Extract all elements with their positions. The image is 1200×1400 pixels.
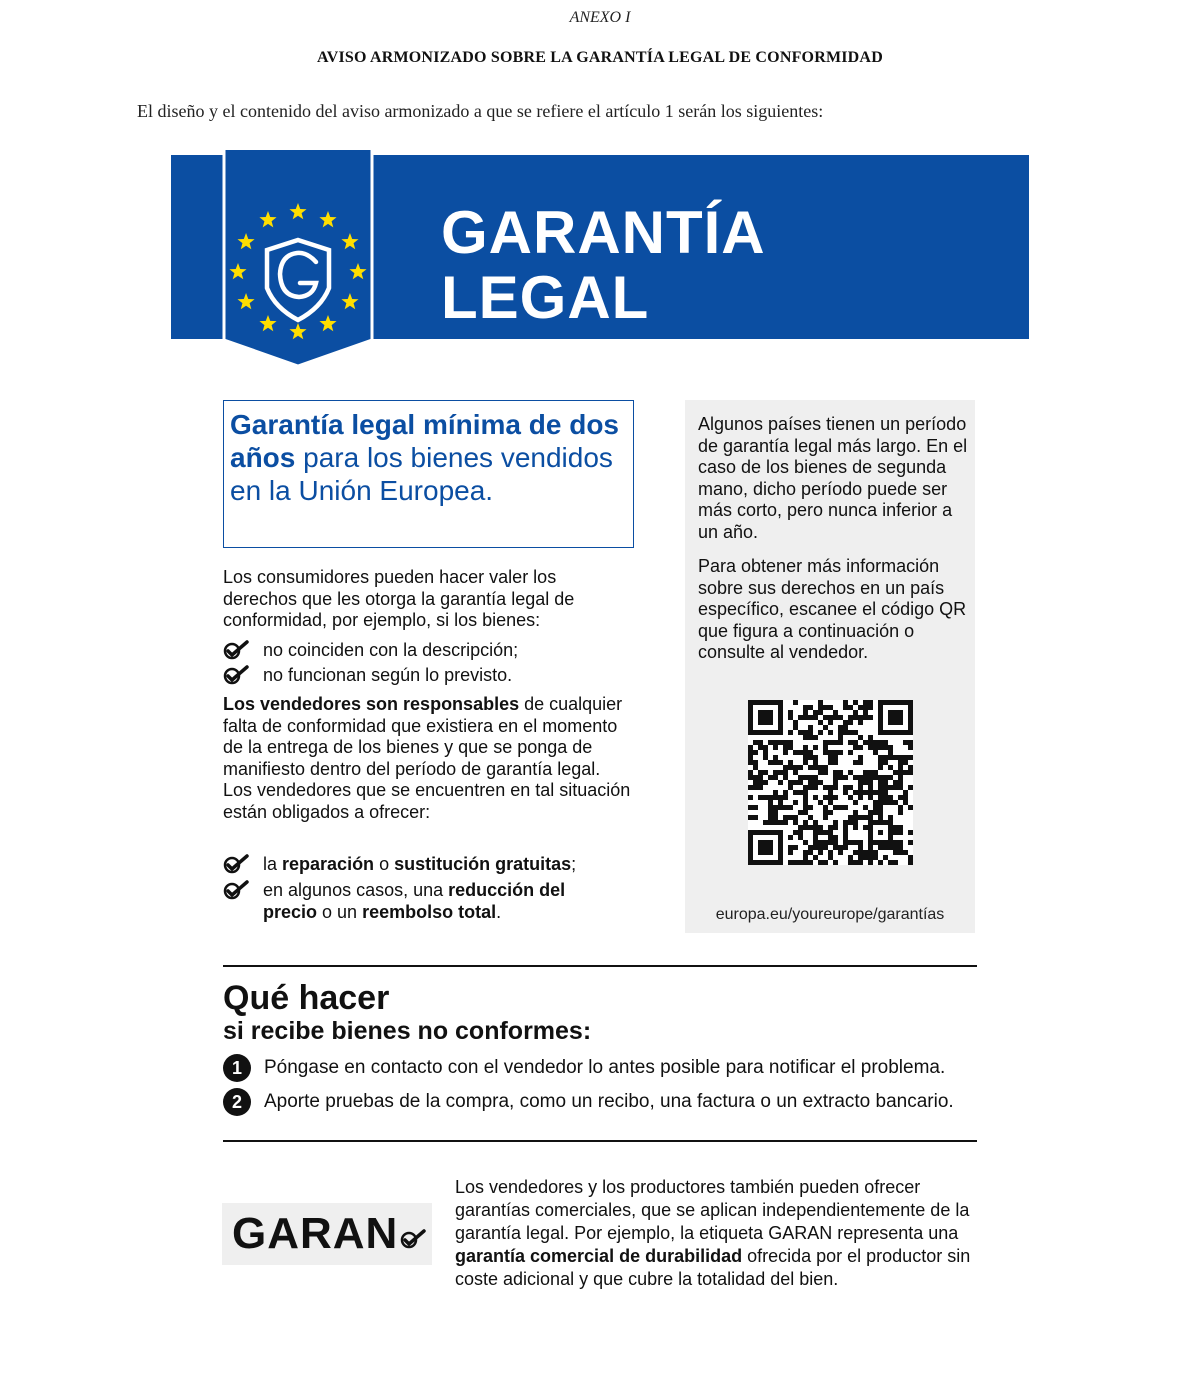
rights-item [223, 639, 518, 665]
sellers-offer-text: la reparación o sustitución gratuitas; [263, 854, 577, 874]
rights-intro: Los consumidores pueden hacer valer los derechos que les otorga la garantía legal de conformidad, por ejemplo, si los bienes: [223, 567, 575, 631]
step-text: Póngase en contacto con el vendedor lo antes posible para notificar el problema. [264, 1057, 946, 1078]
sellers-offer [223, 853, 576, 879]
info-url-link[interactable]: europa.eu/youreurope/garantías [715, 906, 945, 923]
divider [223, 1140, 977, 1142]
step-number-badge: 2 [223, 1088, 251, 1116]
sellers-bold: Los vendedores son responsables [223, 694, 520, 714]
sellers-text [223, 694, 633, 824]
headline-bold: Garantía legal mínima de dos años [230, 409, 620, 473]
eu-stars-shield-g-icon [221, 150, 375, 370]
banner-title-line1: GARANTÍA [441, 199, 766, 266]
check-mark-icon [400, 1228, 426, 1250]
divider [223, 965, 977, 967]
step-item [223, 1088, 954, 1116]
garan-description: Los vendedores y los productores también pueden ofrecer garantías comerciales, que se aplican independientemente de la garantía legal. Por ejemplo, la etiqueta GARAN representa una garantía comercial de durabilidad ofrecida por el productor sin coste adicional y que cubre la totalidad del bien. [455, 1177, 971, 1289]
banner-title [441, 200, 766, 330]
sellers-rest: de cualquier falta de conformidad que existiera en el momento de la entrega de los bienes y que se ponga de manifiesto dentro del período de garantía legal. Los vendedores que se encuentren en tal situación están obligados a ofrecer: [223, 694, 631, 822]
check-mark-icon [223, 639, 263, 665]
step-number-badge: 1 [223, 1054, 251, 1082]
sellers-offer [223, 879, 565, 923]
step-text: Aporte pruebas de la compra, como un recibo, una factura o un extracto bancario. [264, 1091, 954, 1112]
check-mark-icon [223, 664, 263, 690]
info-panel-paragraph: Para obtener más información sobre sus derechos en un país específico, escanee el código QR que figura a continuación o consulte al vendedor. [698, 556, 967, 663]
check-mark-icon [223, 853, 263, 879]
info-panel-paragraph: Algunos países tienen un período de garantía legal más largo. En el caso de los bienes de segunda mano, dicho período puede ser más corto, pero nunca inferior a un año. [698, 414, 968, 542]
qr-code-icon[interactable] [748, 700, 913, 865]
rights-item-text: no coinciden con la descripción; [263, 640, 519, 660]
what-to-do-title: Qué hacer [223, 979, 390, 1017]
rights-item [223, 664, 512, 690]
intro-text: El diseño y el contenido del aviso armonizado a que se refiere el artículo 1 serán los siguientes: [137, 101, 824, 121]
headline-box [223, 400, 634, 548]
what-to-do-subtitle: si recibe bienes no conformes: [223, 1017, 592, 1045]
annex-label: ANEXO I [569, 9, 631, 26]
garan-label-logo [222, 1203, 432, 1265]
document-title: AVISO ARMONIZADO SOBRE LA GARANTÍA LEGAL DE CONFORMIDAD [317, 49, 883, 66]
garan-logo-text: GARAN [232, 1209, 399, 1258]
rights-item-text: no funcionan según lo previsto. [263, 665, 513, 685]
step-item [223, 1054, 945, 1082]
headline-rest: para los bienes vendidos en la Unión Europea. [230, 442, 613, 506]
banner-title-line2: LEGAL [441, 264, 650, 331]
check-mark-icon [223, 879, 263, 923]
sellers-offer-text: en algunos casos, una reducción del precio o un reembolso total. [263, 880, 566, 922]
